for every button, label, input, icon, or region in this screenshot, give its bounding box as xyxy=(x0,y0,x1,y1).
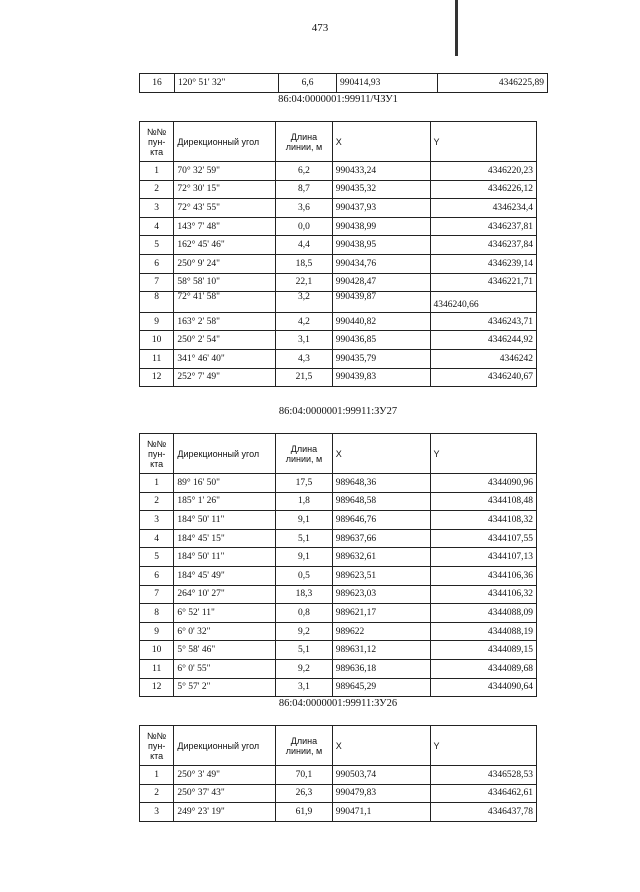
table-row xyxy=(140,766,537,785)
section-title: 86:04:0000001:99911:ЗУ26 xyxy=(278,698,398,709)
direction-angle: 250° 9' 24" xyxy=(174,254,276,273)
header-x: X xyxy=(332,122,430,162)
header-x: X xyxy=(332,726,430,766)
point-number: 9 xyxy=(140,622,174,641)
point-number: 10 xyxy=(140,331,174,350)
table-row xyxy=(140,162,537,181)
line-length: 6,2 xyxy=(276,162,333,181)
table-row xyxy=(140,604,537,623)
header-point-number: №№ пун- кта xyxy=(140,434,174,474)
point-number: 1 xyxy=(140,474,174,493)
direction-angle: 250° 37' 43" xyxy=(174,784,276,803)
table-row xyxy=(140,236,537,255)
line-length: 0,5 xyxy=(276,566,333,585)
direction-angle: 143° 7' 48" xyxy=(174,217,276,236)
coord-x: 989648,36 xyxy=(332,474,430,493)
table-row xyxy=(140,273,537,292)
direction-angle: 6° 0' 32" xyxy=(174,622,276,641)
point-number: 11 xyxy=(140,349,174,368)
coord-x: 990439,87 xyxy=(332,292,430,313)
line-length: 3,6 xyxy=(276,199,333,218)
point-number: 2 xyxy=(140,784,174,803)
coord-x: 990435,79 xyxy=(332,349,430,368)
direction-angle: 250° 2' 54" xyxy=(174,331,276,350)
point-number: 2 xyxy=(140,180,174,199)
direction-angle: 162° 45' 46" xyxy=(174,236,276,255)
direction-angle: 120° 51' 32" xyxy=(175,74,279,93)
table-row xyxy=(140,474,537,493)
section-chzu1 xyxy=(139,93,537,387)
point-number: 5 xyxy=(140,236,174,255)
line-length: 9,2 xyxy=(276,659,333,678)
table-row xyxy=(140,331,537,350)
point-number: 4 xyxy=(140,529,174,548)
direction-angle: 249° 23' 19" xyxy=(174,803,276,822)
coord-x: 989631,12 xyxy=(332,641,430,660)
coord-y: 4344107,13 xyxy=(430,548,537,567)
line-length: 22,1 xyxy=(276,273,333,292)
header-line-length: Длина линии, м xyxy=(276,122,333,162)
direction-angle: 89° 16' 50" xyxy=(174,474,276,493)
coord-y: 4346220,23 xyxy=(430,162,537,181)
line-length: 5,1 xyxy=(276,641,333,660)
line-length: 9,1 xyxy=(276,511,333,530)
coord-y: 4344088,09 xyxy=(430,604,537,623)
continuation-row-table xyxy=(139,73,548,93)
coord-y: 4346221,71 xyxy=(430,273,537,292)
header-y: Y xyxy=(430,726,537,766)
coord-y: 4346462,61 xyxy=(430,784,537,803)
table-row xyxy=(140,678,537,697)
line-length: 3,1 xyxy=(276,678,333,697)
point-number: 5 xyxy=(140,548,174,567)
coord-x: 989646,76 xyxy=(332,511,430,530)
coord-x: 989622 xyxy=(332,622,430,641)
line-length: 0,0 xyxy=(276,217,333,236)
coord-x: 990437,93 xyxy=(332,199,430,218)
direction-angle: 341° 46' 40" xyxy=(174,349,276,368)
header-direction-angle: Дирекционный угол xyxy=(174,726,276,766)
point-number: 3 xyxy=(140,511,174,530)
header-point-number: №№ пун- кта xyxy=(140,122,174,162)
coord-x: 990436,85 xyxy=(332,331,430,350)
coord-y: 4346528,53 xyxy=(430,766,537,785)
table-row xyxy=(140,566,537,585)
coord-y: 4346244,92 xyxy=(430,331,537,350)
section-zu26 xyxy=(139,697,537,822)
coord-x: 990433,24 xyxy=(332,162,430,181)
coord-y: 4344088,19 xyxy=(430,622,537,641)
direction-angle: 5° 57' 2" xyxy=(174,678,276,697)
line-length: 9,1 xyxy=(276,548,333,567)
point-number: 3 xyxy=(140,199,174,218)
coord-y: 4346240,67 xyxy=(430,368,537,387)
point-number: 1 xyxy=(140,162,174,181)
line-length: 4,2 xyxy=(276,312,333,331)
coord-y: 4346226,12 xyxy=(430,180,537,199)
coord-y: 4346242 xyxy=(430,349,537,368)
point-number: 1 xyxy=(140,766,174,785)
direction-angle: 252° 7' 49" xyxy=(174,368,276,387)
coord-y: 4344090,96 xyxy=(430,474,537,493)
point-number: 7 xyxy=(140,273,174,292)
table-header-row xyxy=(140,122,537,162)
coord-x: 990428,47 xyxy=(332,273,430,292)
table-row xyxy=(140,548,537,567)
coord-x: 990414,93 xyxy=(337,74,438,93)
direction-angle: 184° 45' 49" xyxy=(174,566,276,585)
coord-y: 4344106,32 xyxy=(430,585,537,604)
line-length: 18,3 xyxy=(276,585,333,604)
line-length: 3,1 xyxy=(276,331,333,350)
coord-x: 990435,32 xyxy=(332,180,430,199)
line-length: 6,6 xyxy=(279,74,337,93)
coord-x: 990438,99 xyxy=(332,217,430,236)
section-zu27 xyxy=(139,405,537,697)
direction-angle: 70° 32' 59" xyxy=(174,162,276,181)
coord-y: 4346234,4 xyxy=(430,199,537,218)
table-row xyxy=(140,511,537,530)
line-length: 3,2 xyxy=(276,292,333,313)
point-number: 16 xyxy=(140,74,175,93)
coord-y: 4346243,71 xyxy=(430,312,537,331)
coord-y: 4346437,78 xyxy=(430,803,537,822)
coord-y: 4344108,32 xyxy=(430,511,537,530)
point-number: 11 xyxy=(140,659,174,678)
point-number: 6 xyxy=(140,566,174,585)
point-number: 6 xyxy=(140,254,174,273)
header-point-number: №№ пун- кта xyxy=(140,726,174,766)
direction-angle: 184° 45' 15" xyxy=(174,529,276,548)
table-row xyxy=(140,641,537,660)
direction-angle: 184° 50' 11" xyxy=(174,548,276,567)
line-length: 21,5 xyxy=(276,368,333,387)
point-number: 10 xyxy=(140,641,174,660)
line-length: 0,8 xyxy=(276,604,333,623)
coord-y: 4344106,36 xyxy=(430,566,537,585)
line-length: 18,5 xyxy=(276,254,333,273)
coord-y: 4344090,64 xyxy=(430,678,537,697)
table-row xyxy=(140,217,537,236)
coord-y: 4346239,14 xyxy=(430,254,537,273)
line-length: 8,7 xyxy=(276,180,333,199)
line-length: 4,3 xyxy=(276,349,333,368)
line-length: 5,1 xyxy=(276,529,333,548)
table-row xyxy=(140,492,537,511)
table-row xyxy=(140,529,537,548)
header-direction-angle: Дирекционный угол xyxy=(174,122,276,162)
coord-x: 990471,1 xyxy=(332,803,430,822)
table-row xyxy=(140,180,537,199)
coord-y: 4346225,89 xyxy=(438,74,548,93)
line-length: 9,2 xyxy=(276,622,333,641)
header-line-length: Длина линии, м xyxy=(276,726,333,766)
coord-x: 990434,76 xyxy=(332,254,430,273)
header-y: Y xyxy=(430,434,537,474)
direction-angle: 185° 1' 26" xyxy=(174,492,276,511)
coord-x: 989648,58 xyxy=(332,492,430,511)
table-row xyxy=(140,803,537,822)
table-header-row xyxy=(140,726,537,766)
coord-x: 990439,83 xyxy=(332,368,430,387)
point-number: 12 xyxy=(140,678,174,697)
line-length: 17,5 xyxy=(276,474,333,493)
point-number: 9 xyxy=(140,312,174,331)
point-number: 2 xyxy=(140,492,174,511)
coord-x: 990440,82 xyxy=(332,312,430,331)
direction-angle: 6° 52' 11" xyxy=(174,604,276,623)
direction-angle: 72° 41' 58" xyxy=(174,292,276,313)
coord-x: 989623,51 xyxy=(332,566,430,585)
point-number: 3 xyxy=(140,803,174,822)
header-direction-angle: Дирекционный угол xyxy=(174,434,276,474)
coordinates-table xyxy=(139,725,537,822)
direction-angle: 72° 43' 55" xyxy=(174,199,276,218)
coord-x: 989637,66 xyxy=(332,529,430,548)
coord-x: 989645,29 xyxy=(332,678,430,697)
table-row xyxy=(140,74,548,93)
section-title: 86:04:0000001:99911:ЗУ27 xyxy=(278,406,398,417)
direction-angle: 250° 3' 49" xyxy=(174,766,276,785)
direction-angle: 6° 0' 55" xyxy=(174,659,276,678)
table-row xyxy=(140,585,537,604)
table-header-row xyxy=(140,434,537,474)
header-x: X xyxy=(332,434,430,474)
line-length: 26,3 xyxy=(276,784,333,803)
header-y: Y xyxy=(430,122,537,162)
line-length: 61,9 xyxy=(276,803,333,822)
point-number: 8 xyxy=(140,604,174,623)
coord-x: 990438,95 xyxy=(332,236,430,255)
coord-y: 4344107,55 xyxy=(430,529,537,548)
table-row xyxy=(140,199,537,218)
coord-y: 4346237,81 xyxy=(430,217,537,236)
coord-x: 989623,03 xyxy=(332,585,430,604)
direction-angle: 163° 2' 58" xyxy=(174,312,276,331)
coord-y: 4344089,15 xyxy=(430,641,537,660)
table-row xyxy=(140,784,537,803)
section-title: 86:04:0000001:99911/ЧЗУ1 xyxy=(278,94,398,105)
coord-y: 4346240,66 xyxy=(430,292,537,313)
point-number: 7 xyxy=(140,585,174,604)
direction-angle: 58° 58' 10" xyxy=(174,273,276,292)
direction-angle: 5° 58' 46" xyxy=(174,641,276,660)
table-row xyxy=(140,349,537,368)
table-row xyxy=(140,254,537,273)
table-row xyxy=(140,312,537,331)
point-number: 8 xyxy=(140,292,174,313)
point-number: 4 xyxy=(140,217,174,236)
direction-angle: 184° 50' 11" xyxy=(174,511,276,530)
table-row xyxy=(140,368,537,387)
coord-y: 4346237,84 xyxy=(430,236,537,255)
line-length: 1,8 xyxy=(276,492,333,511)
coord-y: 4344108,48 xyxy=(430,492,537,511)
coord-x: 990479,83 xyxy=(332,784,430,803)
direction-angle: 72° 30' 15" xyxy=(174,180,276,199)
coord-x: 990503,74 xyxy=(332,766,430,785)
table-row xyxy=(140,292,537,313)
coord-x: 989621,17 xyxy=(332,604,430,623)
coordinates-table xyxy=(139,433,537,697)
line-length: 4,4 xyxy=(276,236,333,255)
header-line-length: Длина линии, м xyxy=(276,434,333,474)
table-row xyxy=(140,622,537,641)
point-number: 12 xyxy=(140,368,174,387)
coord-y: 4344089,68 xyxy=(430,659,537,678)
line-length: 70,1 xyxy=(276,766,333,785)
coordinates-table xyxy=(139,121,537,387)
table-row xyxy=(140,659,537,678)
coord-x: 989632,61 xyxy=(332,548,430,567)
coord-x: 989636,18 xyxy=(332,659,430,678)
page-number: 473 xyxy=(311,22,329,34)
direction-angle: 264° 10' 27" xyxy=(174,585,276,604)
